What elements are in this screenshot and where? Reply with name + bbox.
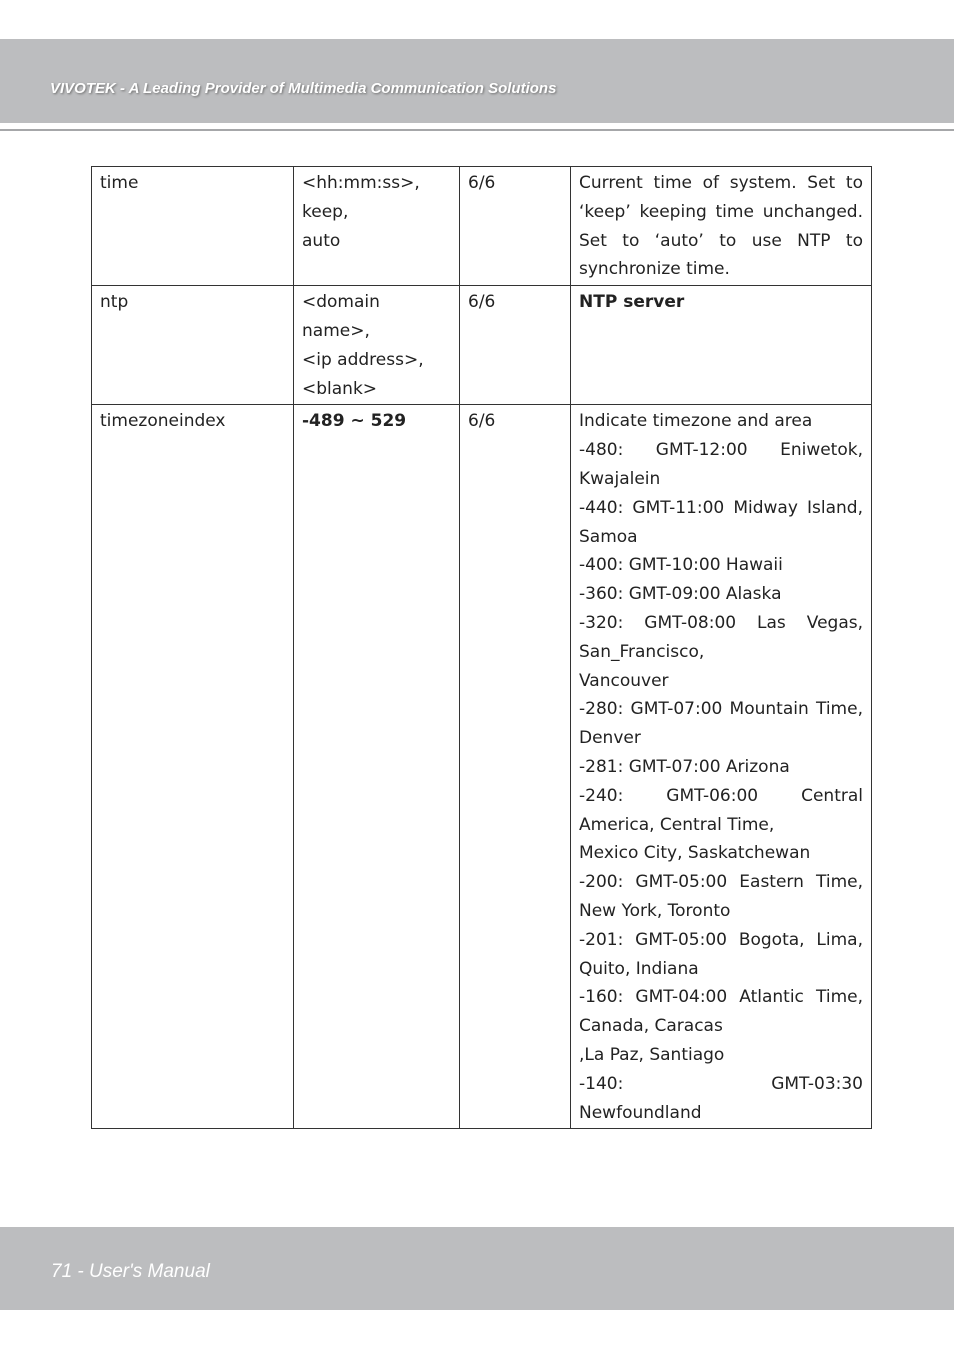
param-security: 6/6 bbox=[460, 167, 571, 286]
param-name: ntp bbox=[92, 286, 294, 405]
timezone-entry: -480: GMT-12:00 Eniwetok, Kwajalein bbox=[579, 440, 863, 489]
param-value: auto bbox=[302, 230, 341, 251]
param-description: Current time of system. Set to ‘keep’ keeping time unchanged. Set to ‘auto’ to use NTP to synchronize time. bbox=[571, 167, 872, 286]
timezone-entry: -201: GMT-05:00 Bogota, Lima, Quito, Indiana bbox=[579, 929, 863, 979]
param-description bbox=[571, 405, 872, 1129]
timezone-entry: Vancouver bbox=[579, 670, 669, 691]
timezone-entry: ,La Paz, Santiago bbox=[579, 1044, 725, 1065]
table-row-time bbox=[92, 167, 872, 286]
param-name: timezoneindex bbox=[92, 405, 294, 1129]
page-number: 71 - User's Manual bbox=[51, 1261, 210, 1282]
timezone-offset: GMT-03:30 bbox=[771, 1073, 863, 1094]
timezone-code: -140: bbox=[579, 1073, 624, 1094]
header-title: VIVOTEK - A Leading Provider of Multimedia Communication Solutions bbox=[50, 80, 557, 97]
timezone-entry bbox=[579, 1070, 863, 1099]
timezone-entry: -160: GMT-04:00 Atlantic Time, Canada, Caracas bbox=[579, 987, 863, 1037]
table-row-ntp bbox=[92, 286, 872, 405]
timezone-entry: -400: GMT-10:00 Hawaii bbox=[579, 555, 783, 576]
param-security: 6/6 bbox=[460, 286, 571, 405]
timezone-entry: -200: GMT-05:00 Eastern Time, New York, Toronto bbox=[579, 872, 863, 921]
header-divider bbox=[0, 129, 954, 131]
param-value: name>, bbox=[302, 320, 370, 341]
param-value: keep, bbox=[302, 201, 349, 222]
timezone-entry: -320: GMT-08:00 Las Vegas, San_Francisco, bbox=[579, 612, 863, 662]
timezone-entry: -240: GMT-06:00 Central America, Central Time, bbox=[579, 785, 863, 835]
timezone-entry: -440: GMT-11:00 Midway Island, Samoa bbox=[579, 497, 863, 547]
timezone-entry: Newfoundland bbox=[579, 1102, 702, 1123]
table-row-timezoneindex bbox=[92, 405, 872, 1129]
timezone-entry: -360: GMT-09:00 Alaska bbox=[579, 584, 782, 605]
param-values bbox=[294, 286, 460, 405]
param-value: <blank> bbox=[302, 378, 378, 399]
param-security: 6/6 bbox=[460, 405, 571, 1129]
param-value: <ip address>, bbox=[302, 349, 424, 370]
timezone-entry: -281: GMT-07:00 Arizona bbox=[579, 756, 790, 777]
parameter-table bbox=[91, 166, 872, 1129]
param-values: -489 ~ 529 bbox=[294, 405, 460, 1129]
param-value: <domain bbox=[302, 292, 380, 313]
timezone-entry: -280: GMT-07:00 Mountain Time, Denver bbox=[579, 699, 863, 749]
param-description: NTP server bbox=[571, 286, 872, 405]
param-values bbox=[294, 167, 460, 286]
description-intro: Indicate timezone and area bbox=[579, 411, 813, 432]
param-name: time bbox=[92, 167, 294, 286]
timezone-entry: Mexico City, Saskatchewan bbox=[579, 843, 811, 864]
param-value: <hh:mm:ss>, bbox=[302, 173, 420, 193]
